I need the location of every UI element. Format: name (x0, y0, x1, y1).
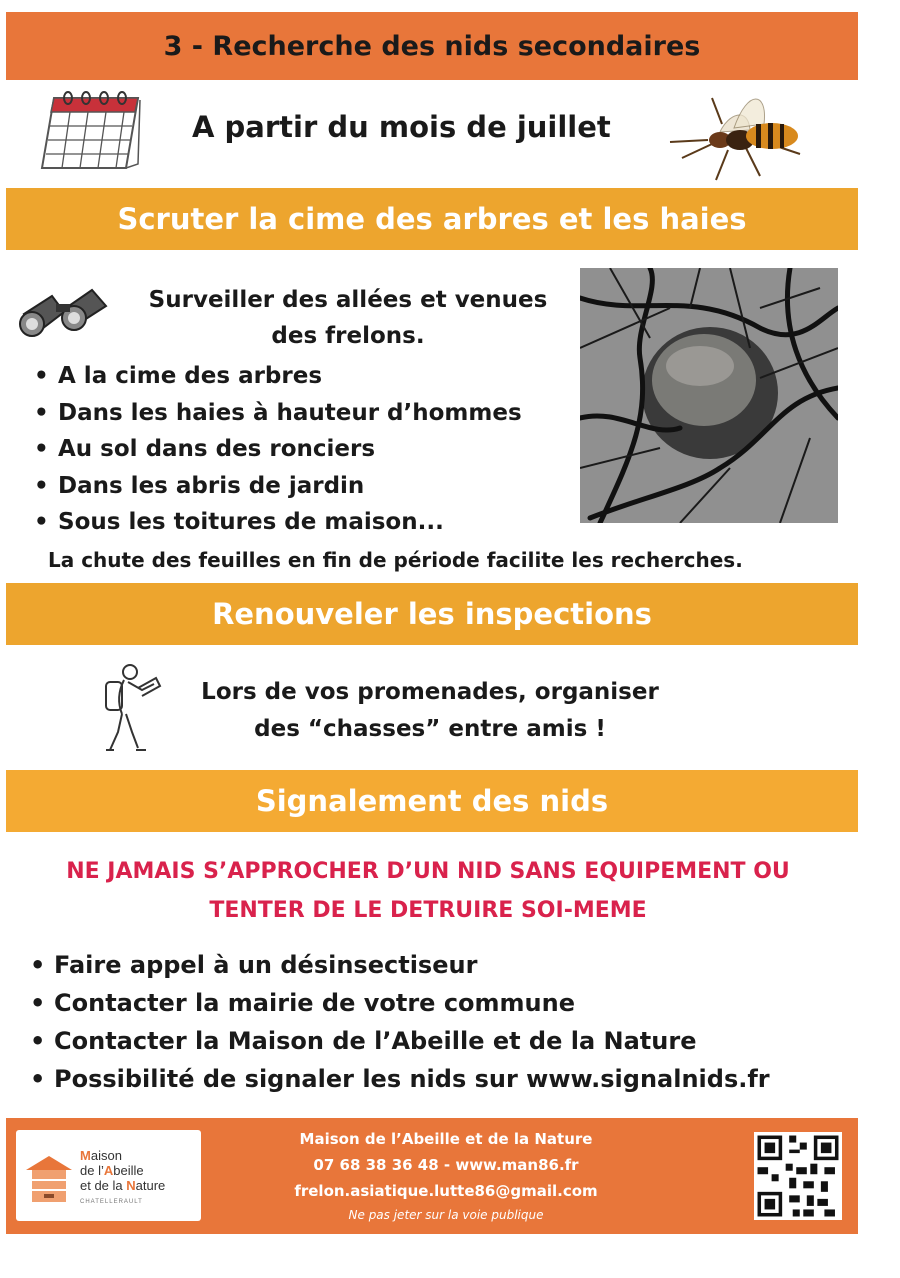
report-actions-list (28, 946, 770, 1098)
period-row (0, 90, 900, 180)
nest-in-tree-photo (580, 268, 838, 523)
list-item: • Contacter la mairie de votre commune (28, 984, 770, 1022)
hornet-icon (668, 84, 818, 182)
section-scruter-header (6, 188, 858, 250)
logo-word-maison: aison (90, 1148, 122, 1163)
qr-code[interactable] (754, 1132, 842, 1220)
warning-line-2: TENTER DE LE DETRUIRE SOI-MEME (209, 898, 647, 923)
safety-warning (18, 852, 838, 930)
list-item: • Sous les toitures de maison... (32, 504, 522, 541)
list-item: • A la cime des arbres (32, 358, 522, 395)
logo-word-abeille: beille (113, 1163, 144, 1178)
hiker-icon (98, 662, 162, 754)
section-signalement-title: Signalement des nids (255, 784, 609, 818)
hive-icon (22, 1152, 76, 1206)
page-title: 3 - Recherche des nids secondaires (163, 30, 701, 62)
logo-word-de: de l’ (80, 1163, 104, 1178)
section-signalement-header (6, 770, 858, 832)
warning-line-1: NE JAMAIS S’APPROCHER D’UN NID SANS EQUIPEMENT OU (66, 859, 790, 884)
logo-letter-n: N (126, 1178, 136, 1193)
footer-org: Maison de l’Abeille et de la Nature (299, 1130, 593, 1148)
logo-word-et: et de la (80, 1178, 127, 1193)
list-item: • Possibilité de signaler les nids sur www.signalnids.fr (28, 1060, 770, 1098)
binoculars-icon (18, 282, 110, 340)
footer (6, 1118, 858, 1234)
leaf-fall-note: La chute des feuilles en fin de période facilite les recherches. (48, 548, 743, 572)
logo-word-nature: ature (135, 1178, 166, 1193)
section-inspections-title: Renouveler les inspections (212, 597, 652, 631)
period-text: A partir du mois de juillet (192, 110, 611, 144)
calendar-icon (34, 90, 144, 176)
organisation-logo (16, 1130, 201, 1221)
logo-letter-a: A (103, 1163, 114, 1178)
page-title-band (6, 12, 858, 80)
walks-line-2: des “chasses” entre amis ! (254, 716, 606, 742)
list-item: • Dans les haies à hauteur d’hommes (32, 395, 522, 432)
section-inspections-header (6, 583, 858, 645)
list-item: • Dans les abris de jardin (32, 468, 522, 505)
footer-contact (216, 1126, 676, 1226)
intro-line-2: des frelons. (271, 323, 425, 349)
section-scruter-intro (128, 282, 568, 354)
logo-text (80, 1148, 165, 1210)
logo-city: CHATELLERAULT (80, 1199, 143, 1205)
section-scruter-title: Scruter la cime des arbres et les haies (117, 202, 747, 236)
list-item: • Au sol dans des ronciers (32, 431, 522, 468)
walks-advice (190, 674, 670, 748)
footer-phone-web[interactable]: 07 68 38 36 48 - www.man86.fr (313, 1156, 579, 1174)
footer-disclaimer: Ne pas jeter sur la voie publique (348, 1208, 544, 1222)
search-locations-list (32, 358, 522, 541)
list-item: • Contacter la Maison de l’Abeille et de la Nature (28, 1022, 770, 1060)
walks-line-1: Lors de vos promenades, organiser (201, 679, 659, 705)
intro-line-1: Surveiller des allées et venues (148, 287, 548, 313)
logo-letter-m: M (80, 1148, 91, 1163)
list-item: • Faire appel à un désinsectiseur (28, 946, 770, 984)
footer-email[interactable]: frelon.asiatique.lutte86@gmail.com (294, 1182, 598, 1200)
